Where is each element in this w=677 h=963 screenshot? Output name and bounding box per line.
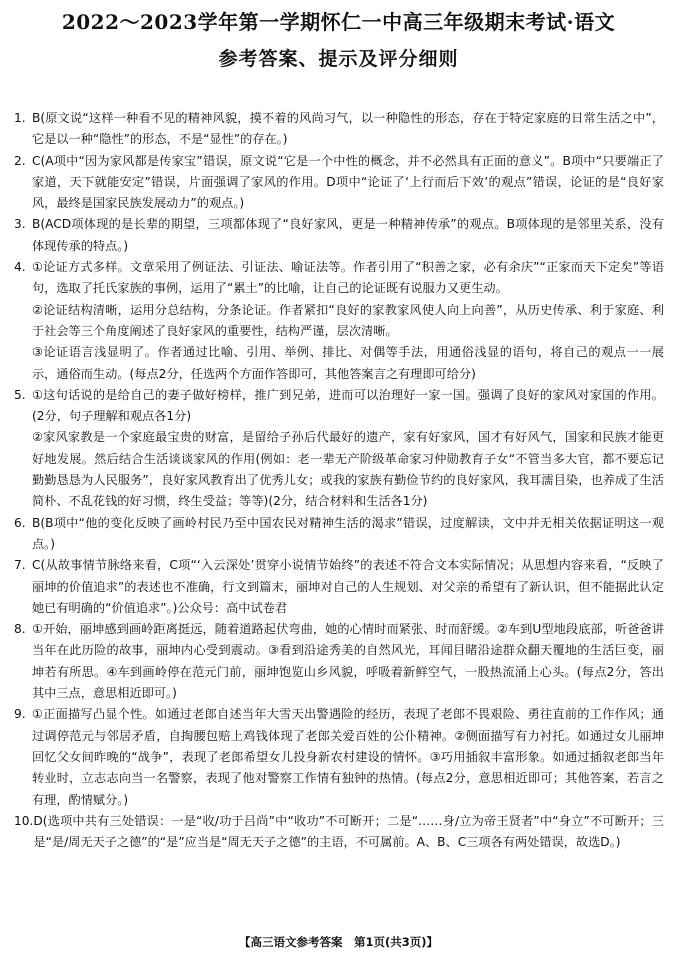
item-number: 2.	[14, 153, 26, 168]
item-body	[32, 704, 664, 810]
item-text: D(选项中共有三处错误：一是“收/功于吕尚”中“收功”不可断开；二是“……身/立为帝王贤者”中“身立”不可断开；三是“是/周无天子之德”的“是”应当是“周无天子之德”的主语，不可属前。A、B、C三项各有两处错误，故选D。)	[33, 813, 664, 850]
item-number: 3.	[14, 217, 26, 232]
answer-list	[14, 108, 664, 853]
item-number: 6.	[14, 515, 26, 530]
item-text: ③论证语言浅显明了。作者通过比喻、引用、举例、排比、对偶等手法，用通俗浅显的语句，将自己的观点一一展示，通俗而生动。(每点2分，任选两个方面作答即可，其他答案言之有理即可给分)	[32, 345, 664, 381]
item-text: B(ACD项体现的是长辈的期望，三项都体现了“良好家风，更是一种精神传承”的观点。B项体现的是邻里关系，没有体现传承的特点。)	[32, 217, 664, 253]
item-body	[33, 811, 664, 854]
item-text: B(原文说“这样一种看不见的精神风貌，摸不着的风尚习气，以一种隐性的形态，存在于特定家庭的日常生活之中”，它是以一种“隐性”的形态，不是“显性”的存在。)	[32, 111, 664, 147]
item-body	[32, 108, 664, 151]
item-number: 7.	[14, 558, 26, 573]
item-body	[32, 385, 664, 513]
item-number: 1.	[14, 111, 26, 125]
answer-item-5	[14, 385, 664, 513]
answer-item-4	[14, 257, 664, 385]
item-text: ②家风家教是一个家庭最宝贵的财富，是留给子孙后代最好的遗产，家有好家风，国才有好风气，国家和民族才能更好地发展。然后结合生活谈谈家风的作用(例如：老一辈无产阶级革命家习仲勋教育子女“不管当多大官，都不要忘记勤勤恳恳为人民服务”，良好家风教育出了优秀儿女；或我的家族有勤俭节约的良好家风，我耳濡目染，也养成了生活简朴、不乱花钱的好习惯，终生受益；等等)(2分，结合材料和生活各1分)	[32, 430, 664, 509]
answer-item-8	[14, 619, 664, 704]
item-number: 9.	[14, 707, 26, 722]
item-text: B(B项中“他的变化反映了画岭村民乃至中国农民对精神生活的渴求”错误，过度解读，文中并无相关依据证明这一观点。)	[32, 515, 664, 551]
answer-item-10	[14, 811, 664, 854]
item-number: 8.	[14, 622, 26, 637]
item-body	[32, 214, 664, 257]
item-body	[32, 257, 664, 385]
answer-item-9	[14, 704, 664, 810]
item-text: C(从故事情节脉络来看，C项“‘入云深处’贯穿小说情节始终”的表述不符合文本实际情况；从思想内容来看，“反映了丽坤的价值追求”的表述也不准确，行文到篇末，丽坤对自己的人生规划、对父亲的希望有了新认识，但不能据此认定她已有明确的“价值追求”。)公众号：高中试卷君	[32, 558, 664, 615]
page-subtitle: 参考答案、提示及评分细则	[218, 48, 459, 70]
item-body	[32, 619, 664, 704]
item-number: 4.	[14, 260, 26, 275]
page-footer: 【高三语文参考答案 第1页(共3页)】	[238, 935, 438, 949]
item-text: ①正面描写凸显个性。如通过老郎自述当年大雪天出警遇险的经历，表现了老郎不畏艰险、勇往直前的工作作风；通过调停范元与邻居矛盾，自掏腰包赔上鸡钱体现了老郎关爱百姓的公仆精神。②侧面描写有力衬托。如通过女儿丽坤回忆父女间昨晚的“战争”，表现了老郎希望女儿投身新农村建设的情怀。③巧用插叙丰富形象。如通过插叙老郎当年转业时，立志志向当一名警察，表现了他对警察工作情有独钟的热情。(每点2分，意思相近即可；其他答案，若言之有理，酌情赋分。)	[32, 707, 664, 807]
item-text: ①开始，丽坤感到画岭距离挺远，随着道路起伏弯曲，她的心情时而紧张、时而舒缓。②车到U型地段底部，听爸爸讲当年在此历险的故事，丽坤内心受到震动。③看到沿途秀美的自然风光，耳闻目睹沿途群众翻天覆地的生活巨变，丽坤若有所思。④车到画岭停在范元门前，丽坤饱览山乡风貌，呼吸着新鲜空气，一股热流涌上心头。(每点2分，答出其中三点，意思相近即可。)	[32, 622, 664, 701]
answer-item-1	[14, 108, 664, 151]
item-body	[32, 151, 664, 215]
answer-item-6	[14, 513, 664, 556]
answer-item-3	[14, 214, 664, 257]
answer-item-7	[14, 555, 664, 619]
item-text: C(A项中“因为家风都是传家宝”错误，原文说“它是一个中性的概念，并不必然具有正面的意义”。B项中“只要端正了家道，天下就能安定”错误，片面强调了家风的作用。D项中“论证了‘上行而后下效’的观点”错误，论证的是“良好家风，最终是国家民族发展动力”的观点。)	[32, 153, 664, 211]
answer-item-2	[14, 151, 664, 215]
item-number: 5.	[14, 387, 26, 402]
page-title: 2022～2023学年第一学期怀仁一中高三年级期末考试·语文	[61, 10, 616, 34]
item-text: ①论证方式多样。文章采用了例证法、引证法、喻证法等。作者引用了“积善之家，必有余庆”“正家而天下定矣”等语句，选取了托氏家族的事例，运用了“累土”的比喻，让自己的论证既有说服力又更生动。	[32, 260, 664, 296]
item-text: ②论证结构清晰，运用分总结构，分条论证。作者紧扣“良好的家教家风使人向上向善”，从历史传承、利于家庭、利于社会等三个角度阐述了良好家风的重要性，结构严谨，层次清晰。	[32, 302, 664, 338]
item-body	[32, 555, 664, 619]
item-body	[32, 513, 664, 556]
item-text: ①这句话说的是给自己的妻子做好榜样，推广到兄弟，进而可以治理好一家一国。强调了良好的家风对家国的作用。(2分，句子理解和观点各1分)	[32, 387, 664, 424]
item-number: 10.	[14, 813, 34, 828]
